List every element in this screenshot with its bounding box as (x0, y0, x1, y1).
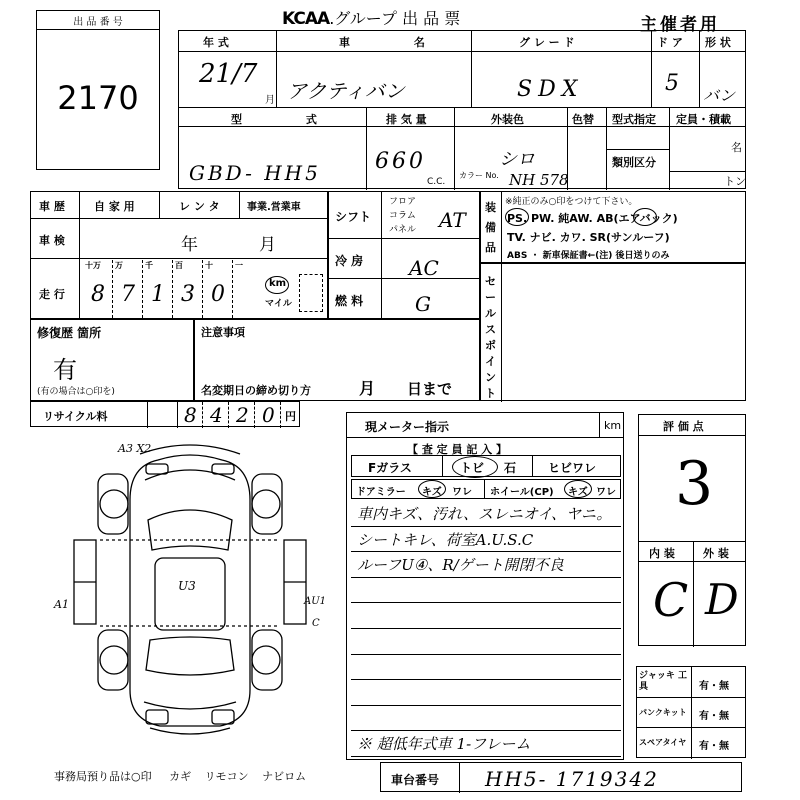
mileage-digit-label: 一 (235, 261, 243, 270)
equipment-label: 装 備 品 (485, 201, 496, 254)
mileage-digit-label: 十万 (85, 261, 101, 270)
remark-line (351, 629, 621, 655)
mileage-digit-cell (203, 260, 233, 318)
recycle-box (30, 401, 300, 427)
meter-km-unit: km (604, 419, 622, 432)
inspection-year-unit: 年 (181, 235, 198, 255)
recycle-digit-value: 8 (184, 403, 197, 427)
model-designation-label: 型式指定 (612, 113, 656, 126)
title-text: .グループ 出 品 票 (329, 9, 461, 28)
name-change-month: 月 (359, 379, 376, 398)
recycle-digit-value: 0 (262, 403, 275, 427)
persons-unit: 名 (731, 141, 742, 154)
mileage-digit-cell (173, 260, 203, 318)
sales-point-label: セ ー ル ス ポ イ ン ト (485, 275, 496, 400)
mile-unit: マイル (265, 299, 292, 309)
mileage-digit-label: 万 (115, 261, 123, 270)
door-mirror-label: ドアミラー (356, 487, 406, 498)
remarks-lines (351, 501, 621, 757)
exterior-value: D (705, 575, 739, 624)
mileage-label: 走 行 (39, 288, 65, 301)
name-change-label: 名変期日の締め切り方 (201, 384, 311, 397)
shift-label: シフト (335, 210, 372, 224)
inspection-month-unit: 月 (259, 235, 276, 255)
remote-item: リモコン (204, 770, 249, 783)
recycle-label: リサイクル料 (43, 410, 108, 423)
color-swap-label: 色替 (572, 113, 594, 126)
inspection-label: 車 検 (39, 234, 65, 247)
score-box (638, 414, 746, 646)
mirror-kizu-option: キズ (422, 487, 442, 498)
hibiware-option: ヒビワレ (548, 461, 597, 475)
remark-line: ルーフU④、R/ゲート開閉不良 (351, 552, 621, 578)
car-name-value: アクティバン (287, 79, 405, 103)
repair-label: 修復歴 箇所 (37, 326, 102, 340)
remark-line (351, 680, 621, 706)
displacement-label: 排 気 量 (386, 113, 427, 126)
score-value: 3 (675, 449, 714, 519)
copy-type: 主催者用 (640, 15, 720, 35)
mileage-digit-label: 百 (175, 261, 183, 270)
mileage-digit-value: 1 (151, 282, 165, 307)
recycle-digit-value: 4 (210, 403, 223, 427)
diagram-label-right: AU1 (304, 596, 327, 607)
year-value: 21/7 (199, 59, 258, 89)
fuel-value: G (415, 292, 431, 316)
exterior-label: 外 装 (703, 547, 729, 560)
diagram-label-top: A3 X2 (118, 442, 152, 455)
ext-color-label: 外装色 (491, 113, 524, 126)
equipment-line-3: ABS ・ 新車保証書←(注) 後日送りのみ (507, 251, 670, 261)
aircon-label: 冷 房 (335, 254, 364, 268)
mileage-digit-value: 8 (91, 282, 105, 307)
grade-value: SDX (517, 77, 584, 102)
mileage-digit-cell (143, 260, 173, 318)
office-note: 事務局預り品は○印 (54, 770, 152, 783)
sales-point-box (480, 263, 746, 401)
remark-line (351, 655, 621, 681)
business-option: 事業.営業車 (247, 202, 301, 213)
wheel-kizu-option: キズ (568, 487, 588, 498)
equipment-note: ※純正のみ○印をつけて下さい。 (505, 197, 638, 207)
history-label: 車 歴 (39, 200, 65, 213)
recycle-digit-grid (177, 402, 283, 428)
equipment-line-2: TV. ナビ. カワ. SR(サンルーフ) (507, 231, 670, 244)
interior-value: C (653, 573, 689, 627)
mileage-digit-value: 3 (181, 282, 195, 307)
wheel-label: ホイール(CP) (490, 487, 554, 498)
car-name-label: 車 名 (339, 36, 455, 49)
vehicle-info-table (178, 30, 746, 189)
assessor-box (346, 412, 624, 760)
mileage-digit-label: 千 (145, 261, 153, 270)
ab-circle (633, 208, 657, 226)
body-label: 形 状 (705, 36, 731, 49)
office-items-row (54, 768, 306, 784)
name-change-day: 日まで (407, 380, 453, 398)
displacement-value: 660 (375, 149, 426, 174)
puncture-kit-value: 有・無 (699, 711, 729, 722)
brand-logo: KCAA (282, 9, 330, 29)
lot-number-box (36, 10, 160, 170)
tools-box (636, 666, 746, 758)
mileage-digit-value: 0 (211, 282, 225, 307)
mileage-digit-grid (83, 260, 263, 318)
notes-label: 注意事項 (201, 326, 245, 339)
diagram-label-right-sub: C (312, 618, 320, 629)
equipment-line-1: PS. PW. 純AW. AB(エアバック) (507, 212, 678, 225)
shift-column-option: コラム (389, 211, 416, 221)
mirror-wheel-row (351, 479, 621, 499)
score-label: 評 価 点 (663, 420, 704, 433)
grade-label: グ レ ー ド (519, 36, 575, 49)
recycle-digit-value: 2 (236, 403, 249, 427)
recycle-digit-cell (255, 402, 281, 428)
shift-table (328, 191, 480, 319)
mileage-digit-cell (83, 260, 113, 318)
capacity-label: 定員・積載 (676, 113, 731, 126)
frame-number-value: HH5- 1719342 (485, 767, 659, 791)
remark-line: 車内キズ、汚れ、スレニオイ、ヤニ。 (351, 501, 621, 527)
diagram-label-center: U3 (178, 579, 196, 593)
equipment-box (480, 191, 746, 263)
doors-label: ド ア (657, 36, 683, 49)
recycle-digit-cell (177, 402, 203, 428)
year-label: 年 式 (203, 36, 229, 49)
year-month-unit: 月 (265, 95, 275, 106)
windshield-label: Fガラス (368, 461, 412, 475)
jack-value: 有・無 (699, 681, 729, 692)
navi-item: ナビロム (262, 770, 307, 783)
mileage-digit-label: 十 (205, 261, 213, 270)
frame-number-box (380, 762, 742, 792)
form-title (282, 6, 460, 29)
cc-unit: C.C. (427, 177, 446, 187)
mileage-digit-value: 7 (121, 282, 135, 307)
mileage-digit-cell (233, 260, 263, 318)
repair-value: 有 (53, 356, 77, 384)
color-value: シロ (499, 149, 535, 170)
lot-number-value: 2170 (57, 79, 139, 117)
aircon-value: AC (409, 256, 439, 280)
lot-number-label: 出 品 番 号 (73, 17, 123, 28)
private-use-option: 自 家 用 (94, 200, 135, 213)
shift-panel-option: パネル (389, 225, 417, 235)
recycle-digit-cell (229, 402, 255, 428)
diagram-label-left: A1 (54, 598, 69, 611)
notes-box (194, 319, 480, 401)
repair-note: (有の場合は○印を) (37, 387, 115, 397)
wheel-ware-option: ワレ (596, 487, 616, 498)
remark-line (351, 603, 621, 629)
remark-line: シートキレ、荷室A.U.S.C (351, 527, 621, 553)
meter-label: 現メーター指示 (365, 420, 450, 434)
history-table (30, 191, 328, 319)
fuel-label: 燃 料 (335, 294, 364, 308)
model-label: 型 式 (231, 113, 347, 126)
body-value: バン (703, 86, 736, 105)
yen-unit: 円 (285, 410, 296, 423)
model-value: GBD- HH5 (189, 161, 321, 185)
frame-number-label: 車台番号 (391, 773, 440, 787)
color-code-value: NH 578 (509, 171, 569, 189)
mileage-digit-cell (113, 260, 143, 318)
interior-label: 内 装 (649, 547, 675, 560)
spare-tire-value: 有・無 (699, 741, 729, 752)
repair-box (30, 319, 194, 401)
doors-value: 5 (665, 71, 679, 96)
recycle-digit-cell (203, 402, 229, 428)
shift-floor-option: フロア (389, 197, 417, 207)
ishi-option: 石 (504, 461, 517, 475)
car-damage-diagram (40, 430, 340, 740)
ps-circle (505, 208, 529, 226)
key-item: カギ (169, 770, 192, 783)
tons-unit: トン (724, 175, 746, 188)
tobi-option: トビ (460, 461, 485, 475)
km-unit: km (269, 278, 287, 289)
mileage-unit-box (265, 274, 323, 314)
rental-option: レ ン タ (179, 200, 220, 213)
remark-line: ※ 超低年式車 1-フレーム (351, 731, 621, 757)
assessor-heading: 【 査 定 員 記 入 】 (407, 443, 507, 456)
mirror-ware-option: ワレ (452, 487, 472, 498)
jack-label: ジャッキ 工 具 (639, 671, 687, 692)
category-label: 類別区分 (612, 156, 656, 169)
puncture-kit-label: パンクキット (639, 708, 687, 717)
spare-tire-label: スペアタイヤ (639, 738, 687, 747)
color-code-label: カラー No. (459, 171, 499, 180)
shift-value: AT (439, 208, 466, 232)
remark-line (351, 706, 621, 732)
remark-line (351, 578, 621, 604)
windshield-row (351, 455, 621, 477)
